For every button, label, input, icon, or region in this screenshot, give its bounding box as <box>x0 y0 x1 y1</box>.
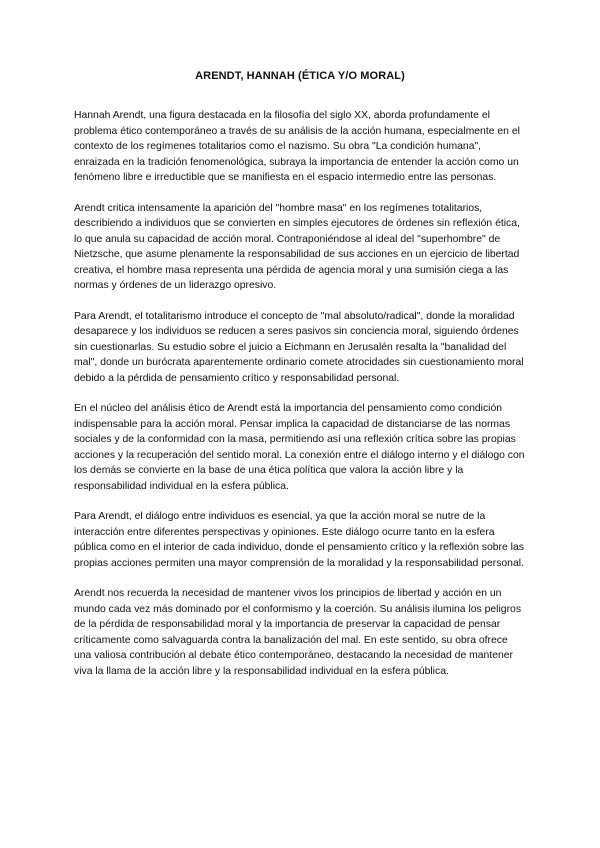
document-title: ARENDT, HANNAH (ÉTICA Y/O MORAL) <box>195 70 405 82</box>
paragraph-6: Arendt nos recuerda la necesidad de mantener vivos los principios de libertad y acción en un mundo cada vez más dominado por el conformismo y la coerción. Su análisis ilumina los peligros de la pérdida de responsabilidad moral y la importancia de preservar la capacidad de pensar críticamente como salvaguarda contra la banalización del mal. En este sentido, su obra ofrece una valiosa contribución al debate ético contemporáneo, destacando la necesidad de mantener viva la llama de la acción libre y la responsabilidad individual en la esfera pública. <box>74 588 522 677</box>
paragraph-3: Para Arendt, el totalitarismo introduce el concepto de "mal absoluto/radical", donde la moralidad desaparece y los individuos se reducen a seres pasivos sin conciencia moral, siguiendo órdenes sin cuestionarlas. Su estudio sobre el juicio a Eichmann en Jerusalén resalta la "banalidad del mal", donde un burócrata aparentemente ordinario comete atrocidades sin cuestionamiento moral debido a la pérdida de pensamiento crítico y responsabilidad personal. <box>74 310 524 384</box>
paragraph-2: Arendt critica intensamente la aparición del "hombre masa" en los regímenes totalitarios, describiendo a individuos que se convierten en simples ejecutores de órdenes sin reflexión ética, lo que anula su capacidad de acción moral. Contraponiéndose al ideal del "superhombre" de Nietzsche, que asume plenamente la responsabilidad de sus acciones en un ejercicio de libertad creativa, el hombre masa representa una pérdida de agencia moral y una sumisión ciega a las normas y órdenes de un liderazgo opresivo. <box>74 202 520 291</box>
paragraph-1: Hannah Arendt, una figura destacada en la filosofía del siglo XX, aborda profundamente el problema ético contemporáneo a través de su análisis de la acción humana, especialmente en el contexto de los regímenes totalitarios como el nazismo. Su obra "La condición humana", enraizada en la tradición fenomenológica, subraya la importancia de entender la acción como un fenómeno libre e irreductible que se manifiesta en el espacio intermedio entre las personas. <box>74 110 520 183</box>
paragraph-5: Para Arendt, el diálogo entre individuos es esencial, ya que la acción moral se nutre de la interacción entre diferentes perspectivas y opiniones. Este diálogo ocurre tanto en la esfera pública como en el interior de cada individuo, donde el pensamiento crítico y la reflexión sobre las propias acciones permiten una mayor comprensión de la moralidad y la responsabilidad personal. <box>74 511 524 569</box>
paragraph-4: En el núcleo del análisis ético de Arendt está la importancia del pensamiento como condición indispensable para la acción moral. Pensar implica la capacidad de distanciarse de las normas sociales y de la conformidad con la masa, permitiendo así una reflexión crítica sobre las propias acciones y la recuperación del sentido moral. La conexión entre el diálogo interno y el diálogo con los demás se convierte en la base de una ética política que valora la acción libre y la responsabilidad individual en la esfera pública. <box>74 403 525 492</box>
document-body <box>74 108 526 694</box>
